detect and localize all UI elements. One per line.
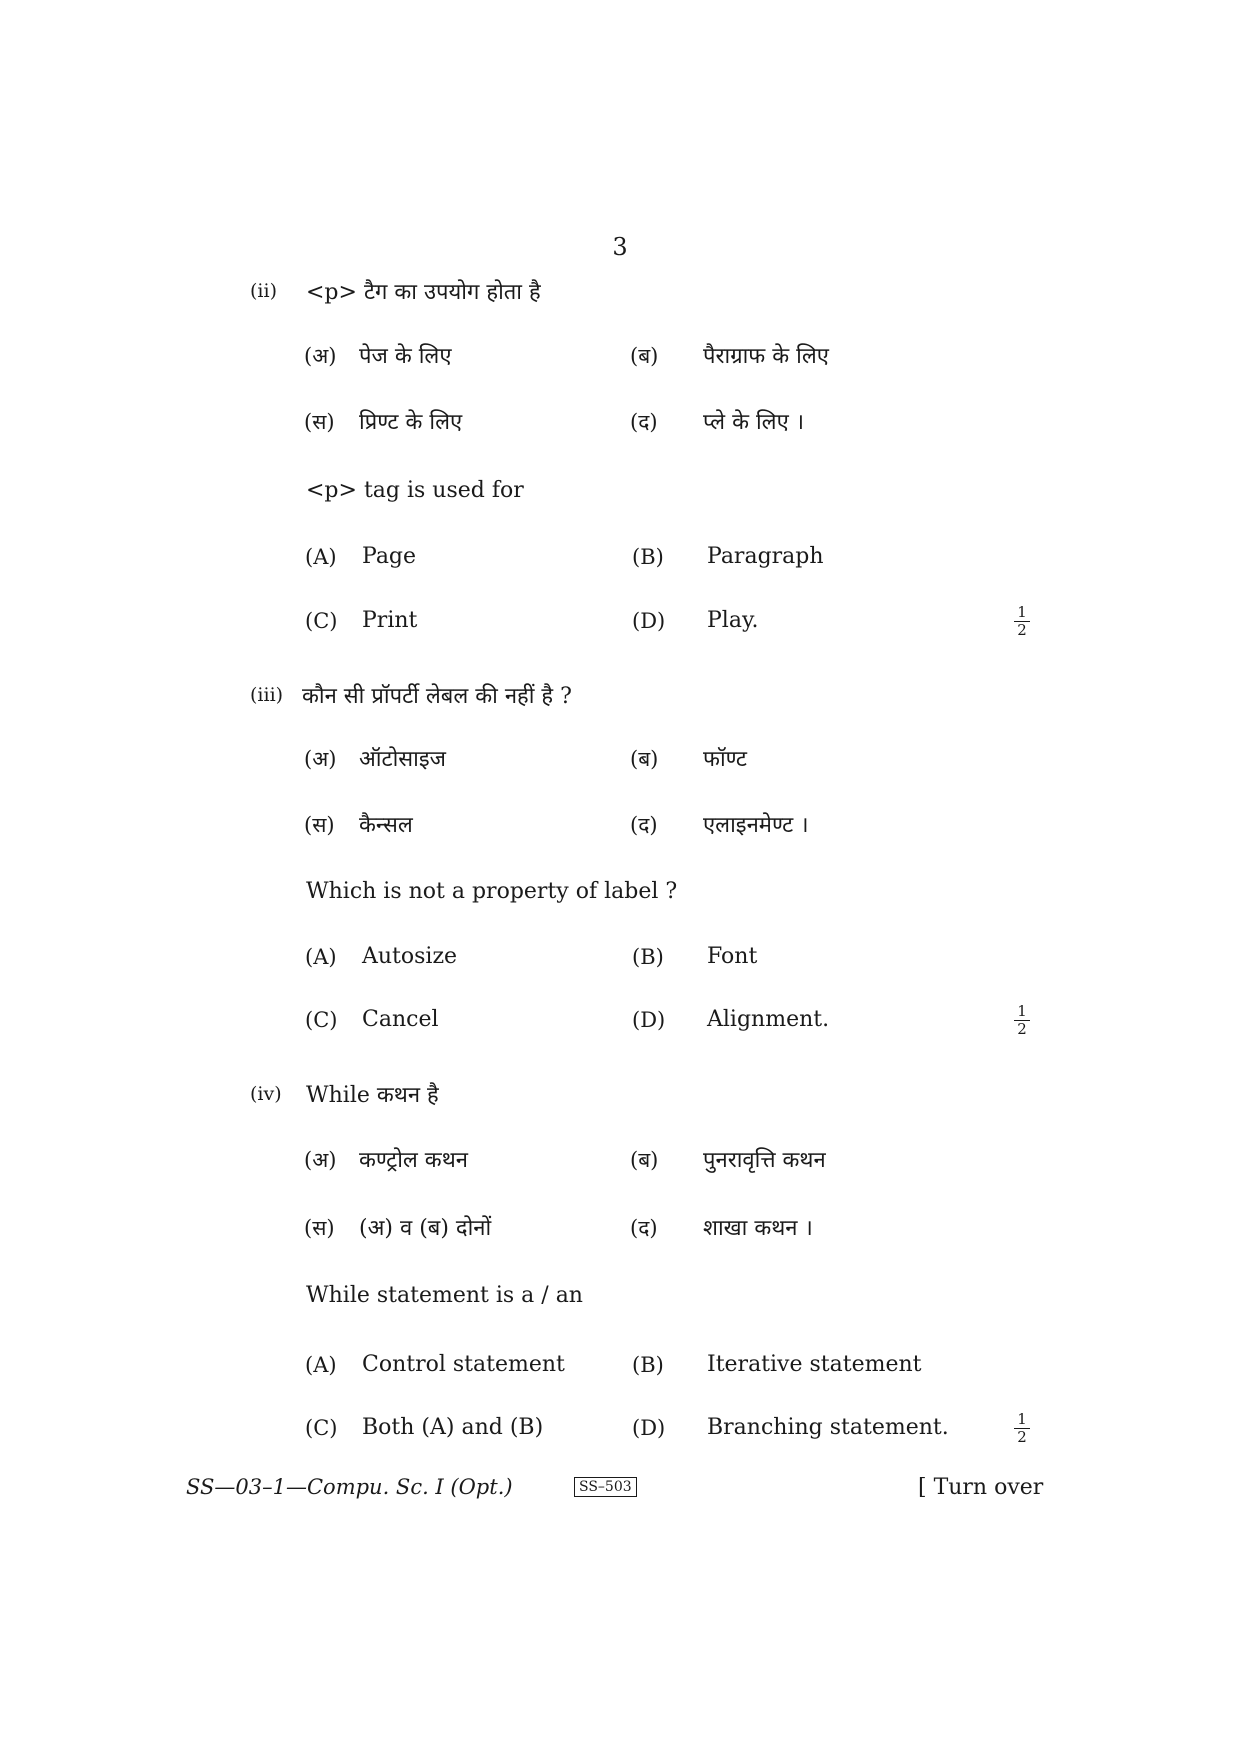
option-text: Control statement xyxy=(362,1352,565,1377)
marks-numerator: 1 xyxy=(1017,1410,1027,1428)
option-label: (ब) xyxy=(630,1148,659,1172)
question-stem-hindi: <p> टैग का उपयोग होता है xyxy=(306,280,541,305)
option-label: (A) xyxy=(305,545,337,569)
footer-paper-code-box: SS–503 xyxy=(574,1477,637,1497)
option-label: (स) xyxy=(304,813,335,837)
option-label: (D) xyxy=(632,1416,666,1440)
page-number: 3 xyxy=(612,233,628,261)
option-text: Cancel xyxy=(362,1007,439,1032)
option-label: (B) xyxy=(632,545,664,569)
marks-denominator: 2 xyxy=(1017,1428,1027,1446)
option-label: (C) xyxy=(305,1008,338,1032)
question-stem-hindi: कौन सी प्रॉपर्टी लेबल की नहीं है ? xyxy=(302,684,572,709)
option-label: (द) xyxy=(630,813,658,837)
option-text: एलाइनमेण्ट । xyxy=(703,813,809,838)
option-label: (B) xyxy=(632,1353,664,1377)
option-text: Iterative statement xyxy=(707,1352,922,1377)
option-label: (B) xyxy=(632,945,664,969)
option-text: पैराग्राफ के लिए xyxy=(703,344,829,369)
marks-denominator: 2 xyxy=(1017,621,1027,639)
option-text: प्रिण्ट के लिए xyxy=(359,410,463,435)
option-text: फॉण्ट xyxy=(703,747,747,772)
option-label: (स) xyxy=(304,410,335,434)
option-text: Font xyxy=(707,944,758,969)
question-stem-hindi: While कथन है xyxy=(306,1083,439,1108)
marks-denominator: 2 xyxy=(1017,1020,1027,1038)
option-label: (अ) xyxy=(304,1148,337,1172)
option-text: कैन्सल xyxy=(359,813,413,838)
option-text: ऑटोसाइज xyxy=(359,747,446,772)
option-text: Autosize xyxy=(362,944,458,969)
option-text: Branching statement. xyxy=(707,1415,949,1440)
option-text: Paragraph xyxy=(707,544,824,569)
marks-fraction xyxy=(1014,605,1030,638)
option-label: (अ) xyxy=(304,344,337,368)
option-text: कण्ट्रोल कथन xyxy=(359,1148,468,1173)
option-label: (ब) xyxy=(630,344,659,368)
option-text: शाखा कथन । xyxy=(703,1216,813,1241)
question-stem-english: Which is not a property of label ? xyxy=(306,879,678,904)
marks-fraction xyxy=(1014,1004,1030,1037)
question-stem-english: <p> tag is used for xyxy=(306,478,524,503)
option-label: (C) xyxy=(305,609,338,633)
option-label: (द) xyxy=(630,410,658,434)
option-label: (A) xyxy=(305,945,337,969)
option-text: Both (A) and (B) xyxy=(362,1415,544,1440)
option-label: (C) xyxy=(305,1416,338,1440)
question-number: (iii) xyxy=(250,684,284,706)
option-text: Print xyxy=(362,608,418,633)
question-number: (iv) xyxy=(250,1083,282,1105)
option-text: (अ) व (ब) दोनों xyxy=(359,1216,492,1241)
option-label: (D) xyxy=(632,1008,666,1032)
option-text: पेज के लिए xyxy=(359,344,452,369)
footer-subject-code: SS—03–1—Compu. Sc. I (Opt.) xyxy=(186,1475,513,1499)
footer-turn-over: [ Turn over xyxy=(918,1475,1044,1500)
option-label: (द) xyxy=(630,1216,658,1240)
question-number: (ii) xyxy=(250,280,277,302)
option-label: (अ) xyxy=(304,747,337,771)
question-stem-english: While statement is a / an xyxy=(306,1283,583,1308)
option-text: पुनरावृत्ति कथन xyxy=(703,1148,826,1173)
option-label: (A) xyxy=(305,1353,337,1377)
marks-numerator: 1 xyxy=(1017,603,1027,621)
option-text: प्ले के लिए । xyxy=(703,410,805,435)
option-label: (D) xyxy=(632,609,666,633)
option-text: Alignment. xyxy=(707,1007,830,1032)
option-text: Page xyxy=(362,544,417,569)
option-label: (ब) xyxy=(630,747,659,771)
marks-numerator: 1 xyxy=(1017,1002,1027,1020)
option-label: (स) xyxy=(304,1216,335,1240)
option-text: Play. xyxy=(707,608,759,633)
marks-fraction xyxy=(1014,1412,1030,1445)
